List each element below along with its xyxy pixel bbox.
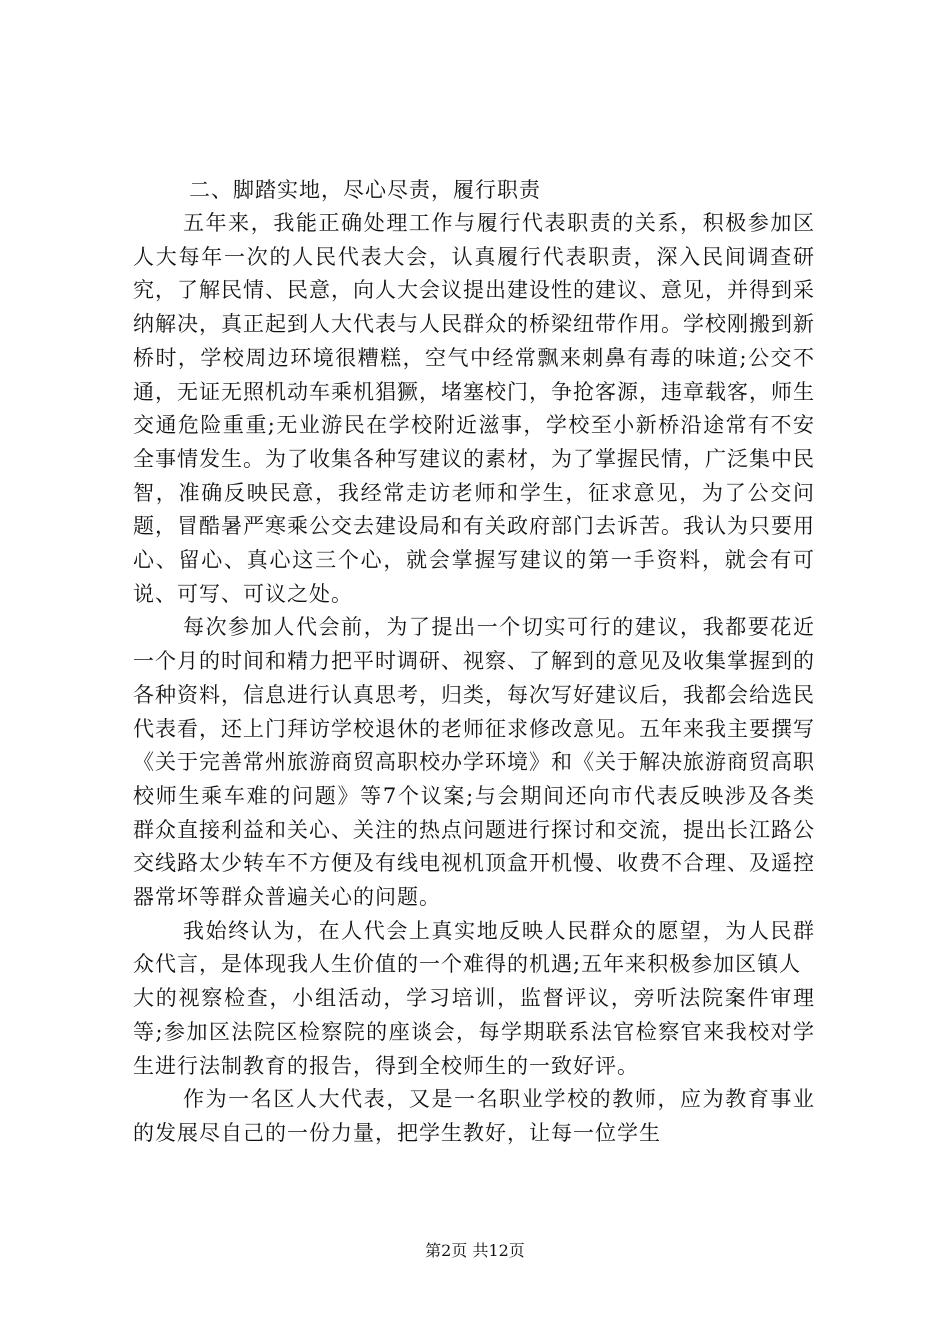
paragraph-4: 大的视察检查，小组活动，学习培训，监督评议，旁听法院案件审理等;参加区法院区检察院的座谈会，每学期联系法官检察官来我校对学生进行法制教育的报告，得到全校师生的一致好评。: [133, 986, 815, 1078]
paragraph-1: 五年来，我能正确处理工作与履行代表职责的关系，积极参加区人大每年一次的人民代表大会，认真履行代表职责，深入民间调查研究，了解民情、民意，向人大会议提出建设性的建议、意见，并得到采纳解决，真正起到人大代表与人民群众的桥梁纽带作用。学校刚搬到新桥时，学校周边环境很糟糕，空气中经常飘来刺鼻有毒的味道;公交不通，无证无照机动车乘机猖獗，堵塞校门，争抢客源，违章载客，师生交通危险重重;无业游民在学校附近滋事，学校至小新桥沿途常有不安全事情发生。为了收集各种写建议的素材，为了掌握民情，广泛集中民智，准确反映民意，我经常走访老师和学生，征求意见，为了公交问题，冒酷暑严寒乘公交去建设局和有关政府部门去诉苦。我认为只要用心、留心、真心这三个心，就会掌握写建议的第一手资料，就会有可说、可写、可议之处。: [133, 211, 815, 606]
document-body: [133, 174, 815, 1151]
section-heading: 二、脚踏实地，尽心尽责，履行职责: [189, 178, 541, 202]
paragraph-3: 我始终认为，在人代会上真实地反映人民群众的愿望，为人民群众代言，是体现我人生价值的一个难得的机遇;五年来积极参加区镇人: [133, 918, 815, 977]
page-number-footer: 第2页 共12页: [425, 1241, 525, 1260]
paragraph-5: 作为一名区人大代表，又是一名职业学校的教师，应为教育事业的发展尽自己的一份力量，把学生教好，让每一位学生: [133, 1087, 815, 1145]
paragraph-2: 每次参加人代会前，为了提出一个切实可行的建议，我都要花近一个月的时间和精力把平时调研、视察、了解到的意见及收集掌握到的各种资料，信息进行认真思考，归类，每次写好建议后，我都会给选民代表看，还上门拜访学校退休的老师征求修改意见。五年来我主要撰写《关于完善常州旅游商贸高职校办学环境》和《关于解决旅游商贸高职校师生乘车难的问题》等7个议案;与会期间还向市代表反映涉及各类群众直接利益和关心、关注的热点问题进行探讨和交流，提出长江路公交线路太少转车不方便及有线电视机顶盒开机慢、收费不合理、及遥控器常坏等群众普遍关心的问题。: [133, 615, 815, 910]
